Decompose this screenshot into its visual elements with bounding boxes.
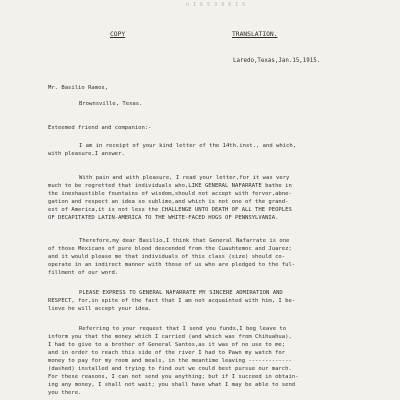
paragraph-line: I am in receipt of your kind letter of the 14th.inst., and which, [79, 143, 297, 149]
paragraph-line: lieve he will accept your idea. [48, 306, 152, 312]
paragraph-line: and in order to reach this side of the river I had to Pawn my watch for [48, 350, 286, 356]
letter-date: Laredo,Texas,Jan.15,1915. [233, 58, 321, 64]
paragraph-line: ing any money, I shall not wait; you shall have what I may be able to send [48, 382, 296, 388]
paragraph-line: Referring to your request that I send you funds,I beg leave to [79, 326, 287, 332]
translation-heading: TRANSLATION. [232, 31, 278, 38]
paragraph-line: and it would please me that individuals of this class (size) should co- [48, 254, 286, 260]
paragraph-line: the inexhaustible fountains of wisdom,should not accept with fervor,abne- [48, 191, 292, 197]
copy-heading: COPY [110, 31, 126, 38]
paragraph-line: PLEASE EXPRESS TO GENERAL NAFARRATE MY SINCERE ADMIRATION AND [79, 290, 283, 296]
paragraph-line: gation and respect an idea so sublime,and which is not one of the grand- [48, 199, 289, 205]
paragraph-line: operate in an indirect manner with those of us who are pledged to the ful- [48, 262, 296, 268]
paragraph-line: inform you that the money which I carried (and which was from Chihuahua), [48, 334, 292, 340]
paragraph-line: money to pay for my room and meals, in the meantime leaving ------------- [48, 358, 292, 364]
paragraph-line: much to be regretted that individuals who,LIKE GENERAL NAFARRATE bathe in [48, 183, 292, 189]
salutation: Esteemed friend and companion:- [48, 125, 152, 131]
paragraph-line: OF DECAPITATED LATIN-AMERICA TO THE WHITE-FACED HOGS OF PENNSYLVANIA. [48, 215, 279, 221]
archive-stamp: n 1 6 5 3 9 6 1 5 [186, 2, 246, 8]
paragraph-line: Therefore,my dear Basilio,I think that General Nafarrate is one [79, 238, 290, 244]
paragraph-line: est of America,it is not less the CHALLENGE UNTO DEATH OF ALL THE PEOPLES [48, 207, 292, 213]
paragraph-line: (dashed) installed and trying to find out we could best pursue our march. [48, 366, 292, 372]
paragraph-line: you there. [48, 390, 82, 396]
paragraph-line: with pleasure,I answer. [48, 151, 125, 157]
paragraph-line: For these reasons, I can not send you anything; but if I succeed in obtain- [48, 374, 299, 380]
recipient-name: Mr. Basilio Ramos, [48, 85, 109, 91]
paragraph-line: With pain and with pleasure, I read your letter,for it was very [79, 175, 290, 181]
paragraph-line: fillment of our word. [48, 270, 119, 276]
paragraph-line: RESPECT, for,in spite of the fact that I am not acquainted with him, I be- [48, 298, 296, 304]
paragraph-line: of those Mexicans of pure blood descended from the Cuauhtemoc and Juarez; [48, 246, 292, 252]
recipient-city: Brownsville, Texas. [79, 101, 143, 107]
paragraph-line: I had to give to a brother of General Santos,as it was of no use to me; [48, 342, 286, 348]
